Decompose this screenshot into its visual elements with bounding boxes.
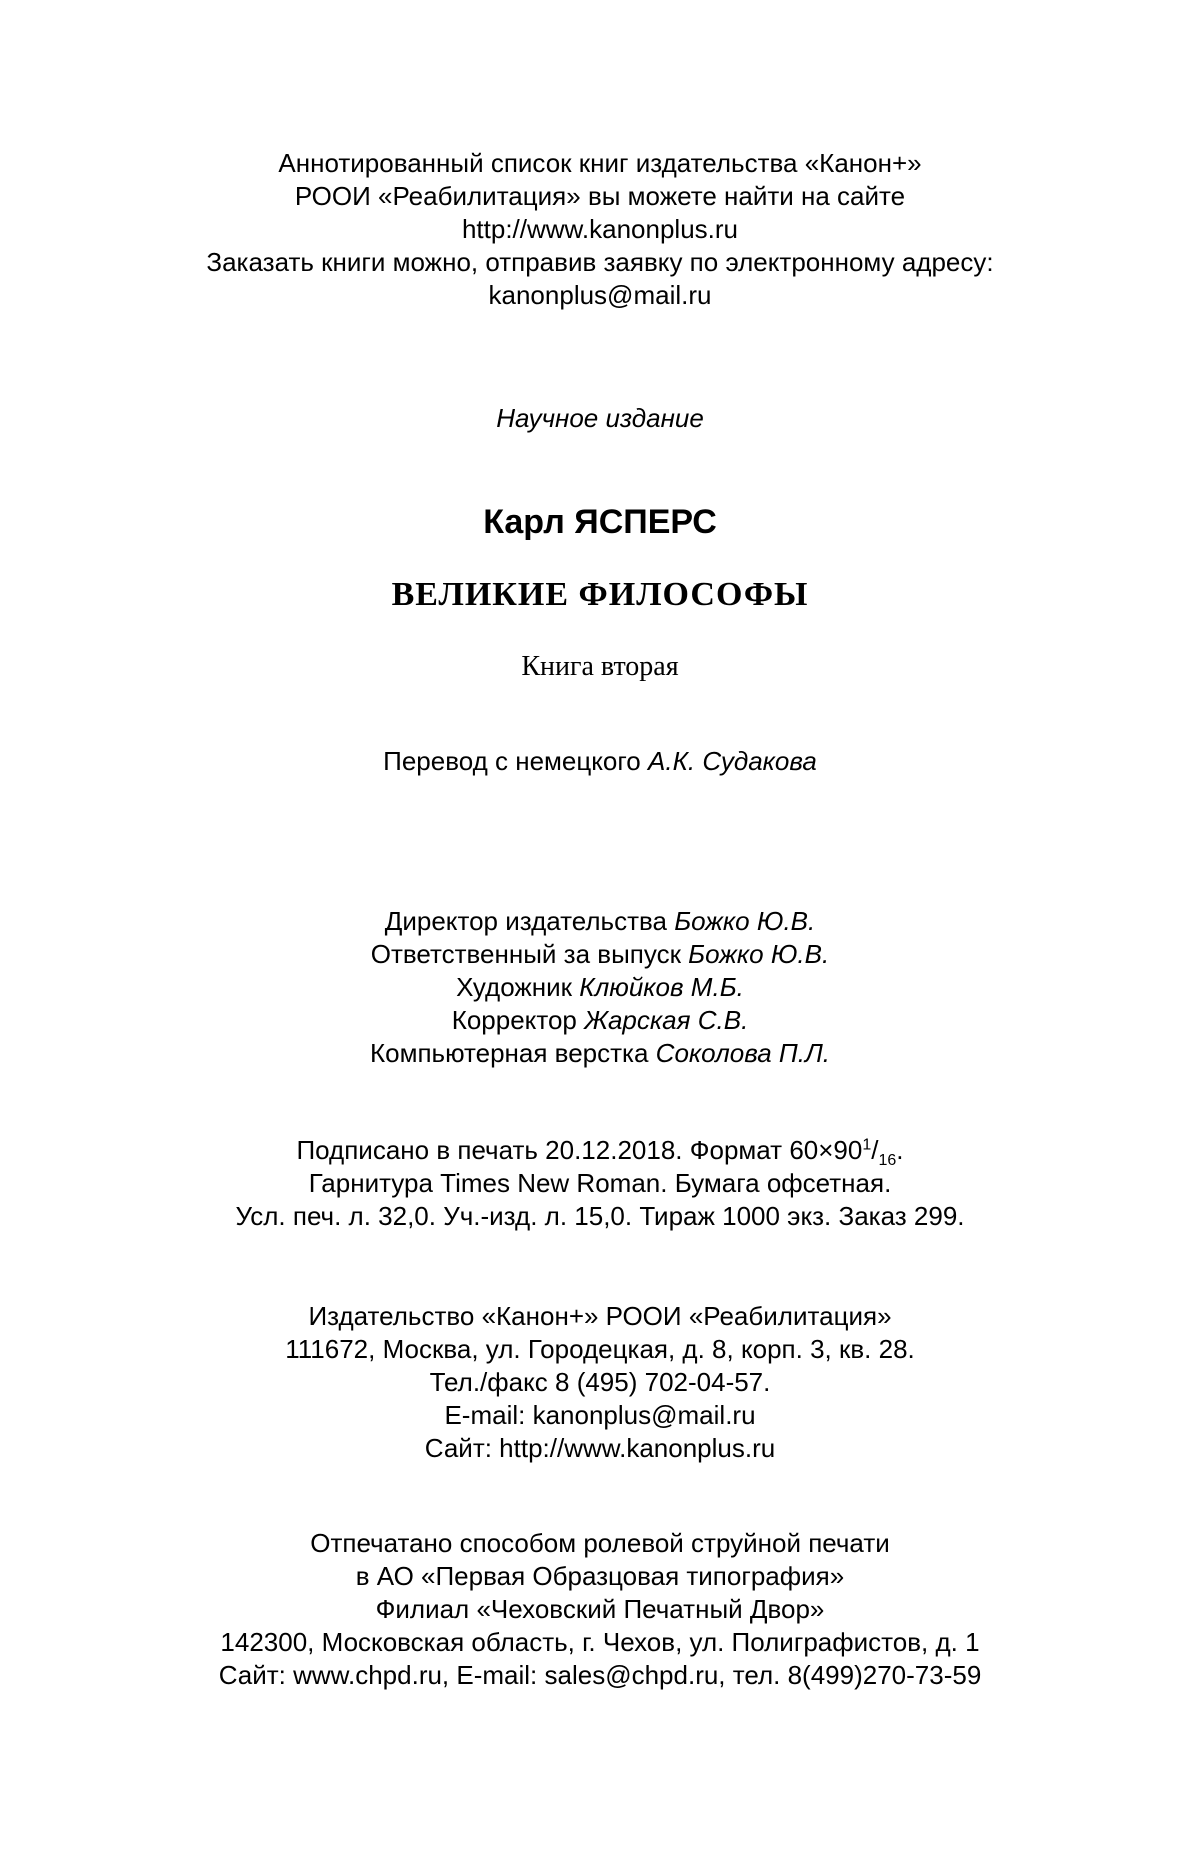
publisher-phone: Тел./факс 8 (495) 702-04-57.	[429, 1367, 771, 1397]
translation-credit	[0, 745, 1200, 778]
credit-name: Божко Ю.В.	[688, 939, 830, 969]
printer-contacts: Сайт: www.chpd.ru, E-mail: sales@chpd.ru, тел. 8(499)270-73-59	[218, 1660, 982, 1690]
translation-label: Перевод с немецкого	[383, 746, 641, 776]
credit-line	[0, 1037, 1200, 1070]
print-specs-line: Гарнитура Times New Roman. Бумага офсетная.	[308, 1168, 892, 1198]
printer-line: в АО «Первая Образцовая типография»	[355, 1561, 845, 1591]
credit-line	[0, 938, 1200, 971]
annotation-line: Аннотированный список книг издательства «Канон+»	[278, 148, 922, 178]
credit-line	[0, 971, 1200, 1004]
signed-for-print: Подписано в печать 20.12.2018. Формат 60×90	[296, 1135, 863, 1165]
credit-role: Компьютерная верстка	[369, 1038, 649, 1068]
credit-role: Директор издательства	[384, 906, 667, 936]
credit-name: Клюйков М.Б.	[579, 972, 744, 1002]
credit-name: Божко Ю.В.	[674, 906, 816, 936]
translator-name: А.К. Судакова	[648, 746, 817, 776]
print-specs	[0, 1134, 1200, 1233]
author-name: Карл ЯСПЕРС	[483, 503, 717, 541]
book-title: ВЕЛИКИЕ ФИЛОСОФЫ	[391, 576, 809, 613]
book-subtitle: Книга вторая	[521, 651, 679, 682]
annotation-url: http://www.kanonplus.ru	[461, 214, 739, 244]
credit-name: Соколова П.Л.	[655, 1038, 830, 1068]
printer-line: Отпечатано способом ролевой струйной печати	[310, 1528, 890, 1558]
printer-line: Филиал «Чеховский Печатный Двор»	[375, 1594, 825, 1624]
publisher-address: 111672, Москва, ул. Городецкая, д. 8, корп. 3, кв. 28.	[285, 1334, 915, 1364]
publisher-line: Издательство «Канон+» РООИ «Реабилитация»	[308, 1301, 892, 1331]
credit-line	[0, 905, 1200, 938]
print-specs-line: Усл. печ. л. 32,0. Уч.-изд. л. 15,0. Тираж 1000 экз. Заказ 299.	[235, 1201, 965, 1231]
credit-role: Корректор	[451, 1005, 577, 1035]
annotation-line: Заказать книги можно, отправив заявку по электронному адресу:	[206, 247, 994, 277]
publisher-site: Сайт: http://www.kanonplus.ru	[424, 1433, 776, 1463]
annotation-block	[0, 147, 1200, 312]
annotation-line: РООИ «Реабилитация» вы можете найти на сайте	[294, 181, 906, 211]
printer-info	[0, 1527, 1200, 1692]
credit-name: Жарская С.В.	[584, 1005, 749, 1035]
staff-credits	[0, 905, 1200, 1070]
printer-address: 142300, Московская область, г. Чехов, ул. Полиграфистов, д. 1	[220, 1627, 980, 1657]
format-end: .	[896, 1135, 904, 1165]
format-superscript: 1	[862, 1136, 872, 1154]
credit-role: Ответственный за выпуск	[370, 939, 681, 969]
edition-type: Научное издание	[496, 403, 704, 433]
publisher-email: E-mail: kanonplus@mail.ru	[444, 1400, 756, 1430]
annotation-email: kanonplus@mail.ru	[488, 280, 712, 310]
format-slash: /	[871, 1135, 879, 1165]
credit-line	[0, 1004, 1200, 1037]
print-specs-line	[0, 1134, 1200, 1170]
format-subscript: 16	[878, 1152, 897, 1170]
publisher-info	[0, 1300, 1200, 1465]
credit-role: Художник	[456, 972, 573, 1002]
